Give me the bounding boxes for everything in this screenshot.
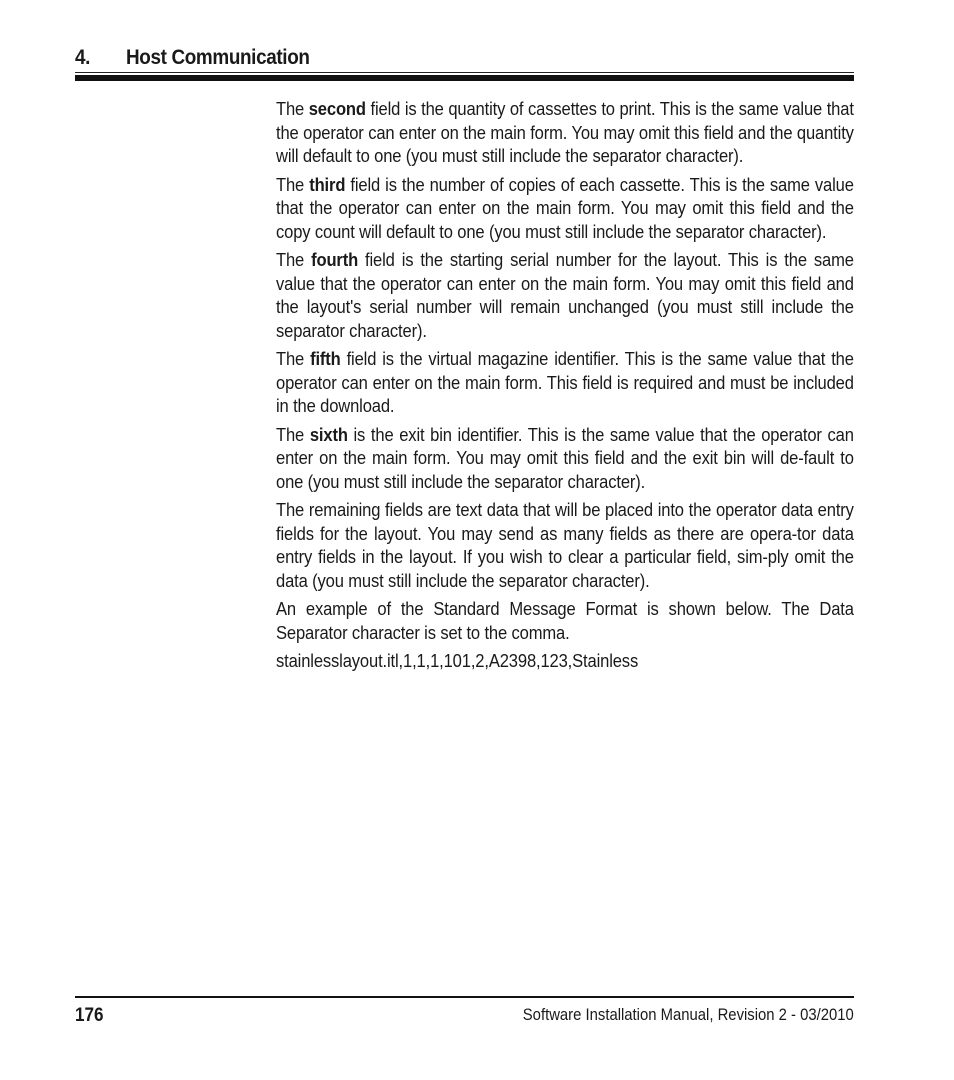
paragraph-sixth-field [276,423,854,494]
paragraph-remaining-fields: The remaining fields are text data that will be placed into the operator data entry fields for the layout. You may send as many fields as there are opera-tor data entry fields in the layout. If you wish to clear a particular field, sim-ply omit the data (you must still include the separator character). [276,499,854,591]
section-title: Host Communication [126,46,310,69]
paragraph-example-intro: An example of the Standard Message Format is shown below. The Data Separator character is set to the comma. [276,598,854,643]
body-text [276,97,854,673]
paragraph-prefix: The [276,173,310,195]
paragraph-text: is the exit bin identifier. This is the same value that the operator can enter on the main form. You may omit this field and the exit bin will de-fault to one (you must still include the separator character). [276,423,854,492]
field-keyword: sixth [309,423,348,445]
paragraph-second-field [276,97,854,168]
paragraph-text: field is the starting serial number for the layout. This is the same value that the operator can enter on the main form. You may omit this field and the layout's serial number will remain unchanged (you must still include the separator character). [276,249,854,341]
field-keyword: fourth [311,249,359,270]
paragraph-text: field is the number of copies of each cassette. This is the same value that the operator can enter on the main form. You may omit this field and the copy count will default to one (you must still include the separator character). [276,173,854,242]
header-rule-thick [75,75,854,81]
paragraph-fifth-field [276,347,854,418]
field-keyword: fifth [310,348,341,369]
page-number: 176 [75,1005,104,1026]
paragraph-prefix: The [276,423,310,445]
header-rule-thin [75,72,854,73]
field-keyword: second [308,98,366,119]
footer-rule [75,996,854,998]
paragraph-third-field [276,173,854,244]
page-header [75,44,854,72]
paragraph-fourth-field [276,248,854,342]
field-keyword: third [309,173,346,195]
paragraph-text: field is the quantity of cassettes to print. This is the same value that the operator can enter on the main form. You may omit this field and the quantity will default to one (you must still include the separator character). [276,98,854,166]
paragraph-prefix: The [276,98,309,119]
section-number: 4. [75,46,91,69]
paragraph-prefix: The [276,249,312,270]
paragraph-text: field is the virtual magazine identifier. This is the same value that the operator can enter on the main form. This field is required and must be included in the download. [276,348,854,416]
example-message-string: stainlesslayout.itl,1,1,1,101,2,A2398,123,Stainless [276,650,639,671]
manual-title: Software Installation Manual, Revision 2 - 03/2010 [522,1006,854,1024]
paragraph-prefix: The [276,348,311,369]
